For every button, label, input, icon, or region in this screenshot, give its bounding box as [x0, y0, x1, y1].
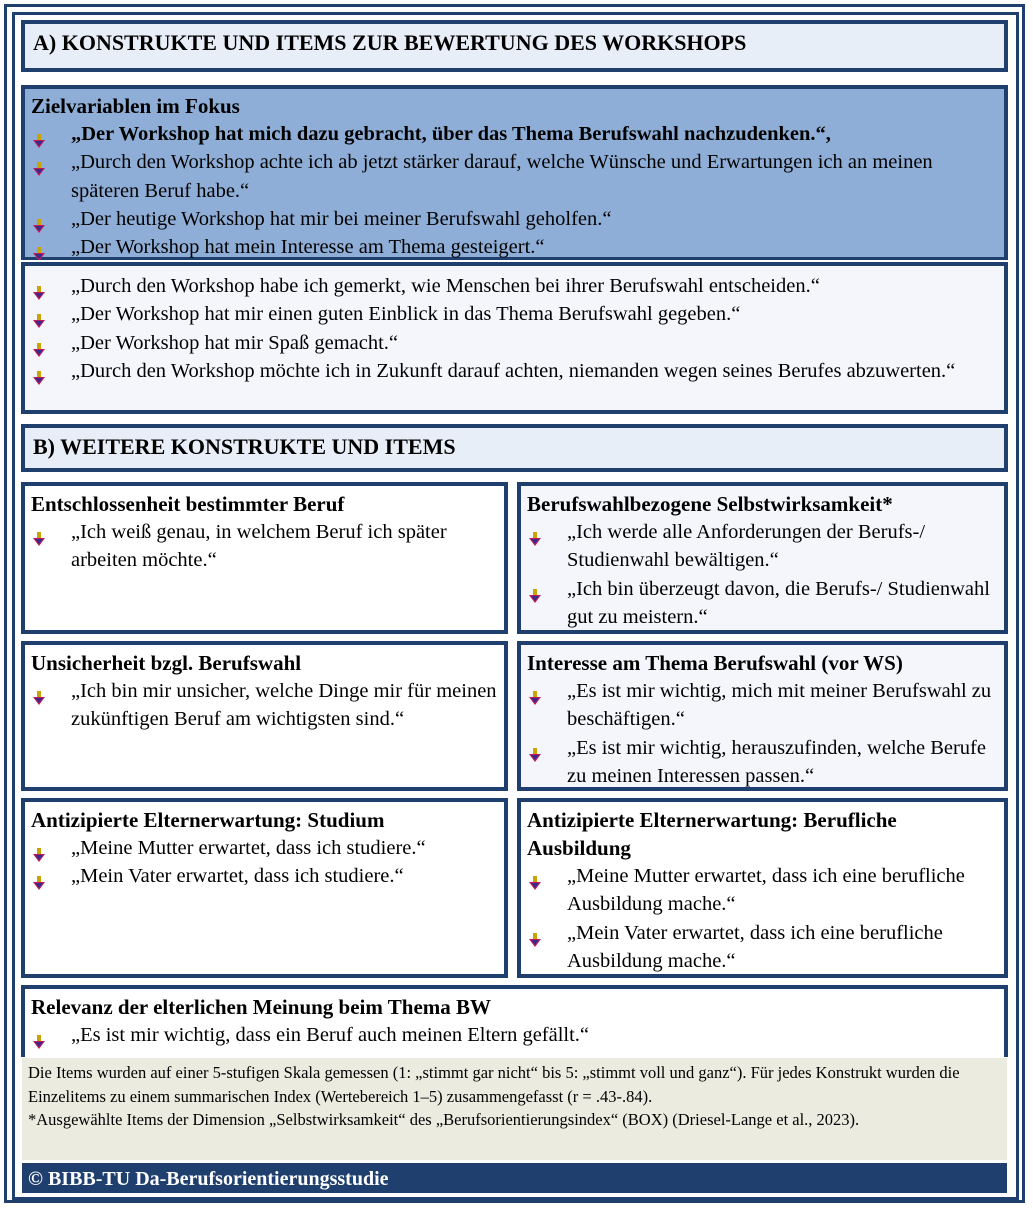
footer-text: © BIBB-TU Da-Berufsorientierungsstudie: [28, 1168, 389, 1190]
list-item: „Es ist mir wichtig, herauszufinden, welche Berufe zu meinen Interessen passen.“: [527, 734, 998, 791]
construct-item-list: [31, 1021, 998, 1049]
construct-box: [517, 798, 1008, 978]
list-item: „Durch den Workshop habe ich gemerkt, wie Menschen bei ihrer Berufswahl entscheiden.“: [31, 272, 998, 300]
arrow-down-bullet-icon: [33, 213, 45, 227]
list-item: „Mein Vater erwartet, dass ich eine berufliche Ausbildung mache.“: [527, 919, 998, 976]
arrow-down-bullet-icon: [33, 1029, 45, 1043]
arrow-down-bullet-icon: [33, 870, 45, 884]
list-item: „Durch den Workshop möchte ich in Zukunft darauf achten, niemanden wegen seines Berufes abzuwerten.“: [31, 357, 998, 385]
arrow-down-bullet-icon: [33, 308, 45, 322]
list-item: „Der Workshop hat mir Spaß gemacht.“: [31, 329, 998, 357]
list-item: „Der Workshop hat mich dazu gebracht, über das Thema Berufswahl nachzudenken.“,: [31, 120, 998, 148]
construct-item-list: [31, 677, 498, 734]
construct-box: [21, 482, 508, 634]
copyright-footer: [22, 1163, 1007, 1193]
construct-title: Berufswahlbezogene Selbstwirksamkeit*: [527, 492, 893, 516]
list-item: „Es ist mir wichtig, dass ein Beruf auch meinen Eltern gefällt.“: [31, 1021, 998, 1049]
list-item: „Durch den Workshop achte ich ab jetzt stärker darauf, welche Wünsche und Erwartungen ich an meinen späteren Beruf habe.“: [31, 148, 998, 205]
construct-title: Relevanz der elterlichen Meinung beim Thema BW: [31, 995, 492, 1019]
list-item: „Ich weiß genau, in welchem Beruf ich später arbeiten möchte.“: [31, 518, 498, 575]
arrow-down-bullet-icon: [529, 870, 541, 884]
note-scale-text: Die Items wurden auf einer 5-stufigen Skala gemessen (1: „stimmt gar nicht“ bis 5: „stimmt voll und ganz“). Für jedes Konstrukt wurden die Einzelitems zu einem summarischen Index (Wertebereich 1–5) zusammengefasst (r = .43-.84).: [28, 1063, 960, 1106]
arrow-down-bullet-icon: [33, 365, 45, 379]
list-item: „Es ist mir wichtig, mich mit meiner Berufswahl zu beschäftigen.“: [527, 677, 998, 734]
construct-box: [517, 641, 1008, 791]
section-b-title: B) WEITERE KONSTRUKTE UND ITEMS: [33, 434, 456, 459]
note-source-text: *Ausgewählte Items der Dimension „Selbstwirksamkeit“ des „Berufsorientierungsindex“ (BOX) (Driesel-Lange et al., 2023).: [28, 1110, 860, 1129]
arrow-down-bullet-icon: [33, 526, 45, 540]
arrow-down-bullet-icon: [529, 685, 541, 699]
list-item: „Ich werde alle Anforderungen der Berufs-/ Studienwahl bewältigen.“: [527, 518, 998, 575]
focus-item-list: [31, 120, 998, 261]
arrow-down-bullet-icon: [33, 842, 45, 856]
method-note: [22, 1058, 1007, 1160]
arrow-down-bullet-icon: [529, 742, 541, 756]
arrow-down-bullet-icon: [33, 337, 45, 351]
arrow-down-bullet-icon: [33, 685, 45, 699]
list-item: „Meine Mutter erwartet, dass ich studiere.“: [31, 834, 498, 862]
construct-title: Interesse am Thema Berufswahl (vor WS): [527, 651, 903, 675]
construct-box: [517, 482, 1008, 634]
section-b-header: [21, 424, 1008, 472]
arrow-down-bullet-icon: [529, 583, 541, 597]
arrow-down-bullet-icon: [529, 927, 541, 941]
focus-block: [21, 85, 1008, 261]
section-a-title: A) KONSTRUKTE UND ITEMS ZUR BEWERTUNG DES WORKSHOPS: [33, 30, 747, 55]
construct-title: Antizipierte Elternerwartung: Berufliche Ausbildung: [527, 808, 897, 860]
construct-title: Unsicherheit bzgl. Berufswahl: [31, 651, 302, 675]
construct-item-list: [527, 862, 998, 975]
construct-title: Entschlossenheit bestimmter Beruf: [31, 492, 345, 516]
list-item: „Der Workshop hat mir einen guten Einblick in das Thema Berufswahl gegeben.“: [31, 300, 998, 328]
construct-title: Antizipierte Elternerwartung: Studium: [31, 808, 385, 832]
construct-item-list: [527, 518, 998, 631]
construct-box: [21, 641, 508, 791]
arrow-down-bullet-icon: [33, 128, 45, 142]
list-item: „Meine Mutter erwartet, dass ich eine berufliche Ausbildung mache.“: [527, 862, 998, 919]
construct-box: [21, 798, 508, 978]
arrow-down-bullet-icon: [33, 156, 45, 170]
focus-title: Zielvariablen im Fokus: [31, 94, 240, 118]
section-a-header: [21, 20, 1008, 72]
list-item: „Ich bin mir unsicher, welche Dinge mir für meinen zukünftigen Beruf am wichtigsten sind.“: [31, 677, 498, 734]
construct-box: [21, 985, 1008, 1057]
workshop-items-block: [21, 262, 1008, 414]
construct-item-list: [31, 834, 498, 891]
construct-item-list: [527, 677, 998, 790]
list-item: „Der Workshop hat mein Interesse am Thema gesteigert.“: [31, 233, 998, 261]
list-item: „Ich bin überzeugt davon, die Berufs-/ Studienwahl gut zu meistern.“: [527, 575, 998, 632]
arrow-down-bullet-icon: [33, 280, 45, 294]
arrow-down-bullet-icon: [33, 241, 45, 255]
list-item: „Der heutige Workshop hat mir bei meiner Berufswahl geholfen.“: [31, 205, 998, 233]
arrow-down-bullet-icon: [529, 526, 541, 540]
list-item: „Mein Vater erwartet, dass ich studiere.“: [31, 862, 498, 890]
construct-item-list: [31, 518, 498, 575]
workshop-item-list: [31, 272, 998, 385]
